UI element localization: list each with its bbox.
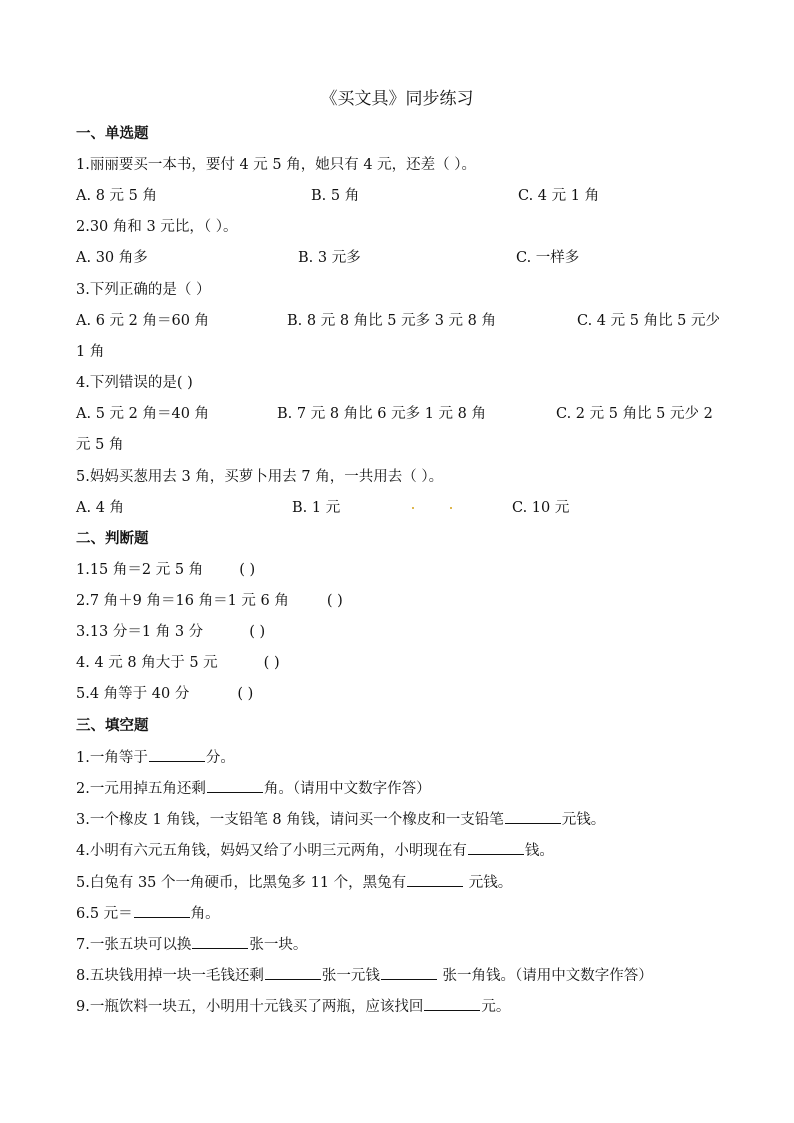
question-2: 2.30 角和 3 元比，（ ）。 [76,219,238,235]
section-heading-true-false: 二、判断题 [76,531,149,547]
fill-question-8 [76,965,653,986]
fill-question-text: 4.小明有六元五角钱，妈妈又给了小明三元两角，小明现在有 [76,843,467,859]
answer-blank[interactable] [192,934,248,949]
fill-question-text-after: 元钱。 [561,812,606,828]
fill-question-text: 7.一张五块可以换 [76,937,192,953]
fill-question-text-after: 张一角钱。（请用中文数字作答） [437,968,653,984]
tf-question-3 [76,622,265,642]
question-5-option-b: B. 1 元 [292,500,341,516]
question-5-option-a: A. 4 角 [76,500,125,516]
fill-question-text-after: 角。（请用中文数字作答） [263,781,431,797]
question-4-option-c-continued: 元 5 角 [76,437,124,453]
fill-question-3 [76,809,605,830]
section-heading-single-choice: 一、单选题 [76,126,149,142]
tf-question-text: 5.4 角等于 40 分 [76,686,190,702]
fill-question-7 [76,934,307,955]
question-3-option-a: A. 6 元 2 角＝60 角 [76,313,210,329]
answer-blank[interactable] [149,747,205,762]
answer-parentheses[interactable]: ( ) [239,562,256,578]
tf-question-2 [76,591,343,611]
fill-question-9 [76,996,510,1017]
fill-question-text: 5.白兔有 35 个一角硬币，比黑兔多 11 个，黑兔有 [76,875,407,891]
question-1-option-b: B. 5 角 [311,188,360,204]
answer-blank[interactable] [424,996,480,1011]
answer-blank[interactable] [407,872,463,887]
question-1-option-a: A. 8 元 5 角 [76,188,157,204]
question-3: 3.下列正确的是（ ） [76,282,211,298]
fill-question-text: 1.一角等于 [76,750,148,766]
fill-question-text: 6.5 元＝ [76,906,133,922]
section-heading-fill-blank: 三、填空题 [76,718,149,734]
question-4: 4.下列错误的是( ) [76,375,193,391]
question-3-option-c: C. 4 元 5 角比 5 元少 [577,313,721,329]
question-5: 5.妈妈买葱用去 3 角，买萝卜用去 7 角，一共用去（ ）。 [76,469,444,485]
answer-parentheses[interactable]: ( ) [263,655,280,671]
tf-question-4 [76,653,280,673]
fill-question-text: 9.一瓶饮料一块五，小明用十元钱买了两瓶，应该找回 [76,999,424,1015]
question-4-option-a: A. 5 元 2 角＝40 角 [76,406,210,422]
fill-question-text-mid: 张一元钱 [321,968,380,984]
fill-question-text-after: 元。 [481,999,511,1015]
answer-parentheses[interactable]: ( ) [326,593,343,609]
question-4-option-b: B. 7 元 8 角比 6 元多 1 元 8 角 [277,406,486,422]
answer-blank[interactable] [207,778,263,793]
fill-question-text-after: 角。 [190,906,220,922]
answer-blank[interactable] [381,965,437,980]
stray-dot [450,507,452,509]
answer-blank[interactable] [505,809,561,824]
tf-question-5 [76,684,253,704]
answer-blank[interactable] [468,840,524,855]
question-2-option-b: B. 3 元多 [298,250,361,266]
fill-question-1 [76,747,235,768]
stray-dot [412,507,414,509]
tf-question-1 [76,560,255,580]
question-2-option-c: C. 一样多 [516,250,580,266]
answer-parentheses[interactable]: ( ) [237,686,254,702]
tf-question-text: 4. 4 元 8 角大于 5 元 [76,655,218,671]
tf-question-text: 3.13 分＝1 角 3 分 [76,624,204,640]
question-4-option-c: C. 2 元 5 角比 5 元少 2 [556,406,713,422]
fill-question-text: 8.五块钱用掉一块一毛钱还剩 [76,968,264,984]
fill-question-4 [76,840,554,861]
fill-question-5 [76,872,512,893]
fill-question-6 [76,903,220,924]
answer-blank[interactable] [265,965,321,980]
answer-parentheses[interactable]: ( ) [249,624,266,640]
fill-question-text: 2.一元用掉五角还剩 [76,781,206,797]
tf-question-text: 2.7 角＋9 角＝16 角＝1 元 6 角 [76,593,289,609]
tf-question-text: 1.15 角＝2 元 5 角 [76,562,204,578]
fill-question-text-after: 分。 [205,750,235,766]
fill-question-text-after: 张一块。 [249,937,308,953]
answer-blank[interactable] [134,903,190,918]
question-1: 1.丽丽要买一本书，要付 4 元 5 角，她只有 4 元，还差（ ）。 [76,157,477,173]
question-3-option-b: B. 8 元 8 角比 5 元多 3 元 8 角 [287,313,496,329]
fill-question-text-after: 元钱。 [464,875,513,891]
question-2-option-a: A. 30 角多 [76,250,148,266]
page-title: 《买文具》同步练习 [320,89,474,109]
question-3-option-c-continued: 1 角 [76,344,105,360]
fill-question-text-after: 钱。 [524,843,554,859]
fill-question-text: 3.一个橡皮 1 角钱，一支铅笔 8 角钱，请问买一个橡皮和一支铅笔 [76,812,504,828]
question-1-option-c: C. 4 元 1 角 [518,188,600,204]
fill-question-2 [76,778,431,799]
question-5-option-c: C. 10 元 [512,500,570,516]
